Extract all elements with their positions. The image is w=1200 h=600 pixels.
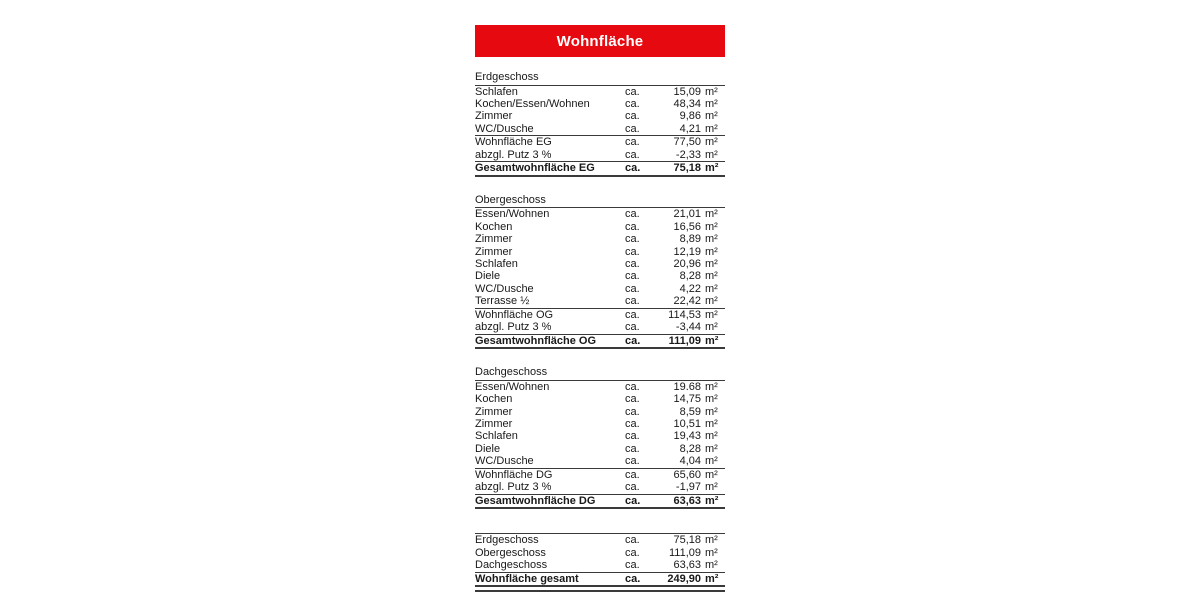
row-value: 19.68 xyxy=(673,380,701,393)
table-row xyxy=(475,547,725,559)
unit-label: m² xyxy=(705,380,718,393)
ca-label: ca. xyxy=(625,233,640,246)
ca-label: ca. xyxy=(625,245,640,258)
row-value: 4,21 xyxy=(679,122,701,135)
unit-label: m² xyxy=(705,208,718,221)
row-value: 8,89 xyxy=(679,233,701,246)
row-value: 4,04 xyxy=(679,455,701,468)
unit-label: m² xyxy=(705,334,719,347)
table-row xyxy=(475,334,725,349)
table-row xyxy=(475,149,725,161)
row-value: 8,59 xyxy=(679,405,701,418)
ca-label: ca. xyxy=(625,122,640,135)
ca-label: ca. xyxy=(625,481,640,494)
row-label: WC/Dusche xyxy=(475,122,534,135)
section-header: Dachgeschoss xyxy=(475,366,725,381)
section-rows xyxy=(475,381,725,510)
row-label: Wohnfläche gesamt xyxy=(475,572,579,585)
unit-label: m² xyxy=(705,405,718,418)
row-label: Zimmer xyxy=(475,233,513,246)
ca-label: ca. xyxy=(625,270,640,283)
table-row xyxy=(475,208,725,220)
unit-label: m² xyxy=(705,308,718,321)
ca-label: ca. xyxy=(625,418,640,431)
unit-label: m² xyxy=(705,97,718,110)
ca-label: ca. xyxy=(625,380,640,393)
row-label: Schlafen xyxy=(475,430,518,443)
unit-label: m² xyxy=(705,162,719,175)
row-value: 14,75 xyxy=(673,393,701,406)
row-value: 63,63 xyxy=(673,559,701,572)
row-value: 21,01 xyxy=(673,208,701,221)
ca-label: ca. xyxy=(625,442,640,455)
table-row xyxy=(475,418,725,430)
section xyxy=(475,194,725,349)
table-row xyxy=(475,481,725,493)
row-label: Erdgeschoss xyxy=(475,534,539,547)
unit-label: m² xyxy=(705,295,718,308)
section xyxy=(475,533,725,587)
ca-label: ca. xyxy=(625,559,640,572)
ca-label: ca. xyxy=(625,85,640,98)
row-label: WC/Dusche xyxy=(475,282,534,295)
unit-label: m² xyxy=(705,122,718,135)
ca-label: ca. xyxy=(625,468,640,481)
row-value: 10,51 xyxy=(673,418,701,431)
row-value: 12,19 xyxy=(673,245,701,258)
table-row xyxy=(475,321,725,333)
unit-label: m² xyxy=(705,220,718,233)
row-label: Wohnfläche OG xyxy=(475,308,554,321)
page-title: Wohnfläche xyxy=(556,32,644,50)
table-row xyxy=(475,270,725,282)
ca-label: ca. xyxy=(625,97,640,110)
table-row xyxy=(475,221,725,233)
ca-label: ca. xyxy=(625,572,641,585)
table-row xyxy=(475,393,725,405)
row-value: 114,53 xyxy=(668,308,701,321)
ca-label: ca. xyxy=(625,393,640,406)
table-row xyxy=(475,534,725,546)
table-row xyxy=(475,233,725,245)
row-label: Wohnfläche EG xyxy=(475,136,552,149)
row-label: Diele xyxy=(475,270,501,283)
ca-label: ca. xyxy=(625,295,640,308)
ca-label: ca. xyxy=(625,405,640,418)
table-row xyxy=(475,258,725,270)
section xyxy=(475,71,725,177)
ca-label: ca. xyxy=(625,257,640,270)
unit-label: m² xyxy=(705,494,719,507)
unit-label: m² xyxy=(705,442,718,455)
row-value: 22,42 xyxy=(673,295,701,308)
ca-label: ca. xyxy=(625,148,640,161)
row-label: Schlafen xyxy=(475,85,518,98)
ca-label: ca. xyxy=(625,430,640,443)
unit-label: m² xyxy=(705,546,718,559)
row-label: Diele xyxy=(475,442,501,455)
table-row xyxy=(475,468,725,481)
table-row xyxy=(475,283,725,295)
row-value: 4,22 xyxy=(679,282,701,295)
unit-label: m² xyxy=(705,393,718,406)
living-area-sheet xyxy=(475,25,725,587)
row-value: 8,28 xyxy=(679,442,701,455)
row-label: Zimmer xyxy=(475,405,513,418)
section-header: Erdgeschoss xyxy=(475,71,725,86)
table-row xyxy=(475,161,725,176)
row-value: -1,97 xyxy=(675,481,701,494)
ca-label: ca. xyxy=(625,162,641,175)
table-row xyxy=(475,246,725,258)
row-value: 249,90 xyxy=(667,572,701,585)
ca-label: ca. xyxy=(625,110,640,123)
row-label: Gesamtwohnfläche OG xyxy=(475,334,597,347)
row-label: WC/Dusche xyxy=(475,455,534,468)
row-value: 75,18 xyxy=(673,162,701,175)
unit-label: m² xyxy=(705,110,718,123)
ca-label: ca. xyxy=(625,334,641,347)
row-label: Kochen/Essen/Wohnen xyxy=(475,97,590,110)
row-label: abzgl. Putz 3 % xyxy=(475,321,552,334)
row-label: Wohnfläche DG xyxy=(475,468,553,481)
unit-label: m² xyxy=(705,282,718,295)
row-label: Kochen xyxy=(475,220,513,233)
row-label: Dachgeschoss xyxy=(475,559,548,572)
ca-label: ca. xyxy=(625,220,640,233)
table-row xyxy=(475,98,725,110)
row-value: 15,09 xyxy=(673,85,701,98)
ca-label: ca. xyxy=(625,534,640,547)
table-row xyxy=(475,430,725,442)
unit-label: m² xyxy=(705,270,718,283)
table-row xyxy=(475,135,725,148)
section-rows xyxy=(475,86,725,177)
row-label: Schlafen xyxy=(475,257,518,270)
unit-label: m² xyxy=(705,321,718,334)
area-table xyxy=(475,71,725,587)
unit-label: m² xyxy=(705,481,718,494)
table-row xyxy=(475,86,725,98)
unit-label: m² xyxy=(705,245,718,258)
row-value: 8,28 xyxy=(679,270,701,283)
table-row xyxy=(475,455,725,467)
ca-label: ca. xyxy=(625,282,640,295)
unit-label: m² xyxy=(705,85,718,98)
row-value: 20,96 xyxy=(673,257,701,270)
table-row xyxy=(475,494,725,509)
table-row xyxy=(475,406,725,418)
row-value: 111,09 xyxy=(668,334,701,347)
row-label: Gesamtwohnfläche DG xyxy=(475,494,596,507)
ca-label: ca. xyxy=(625,455,640,468)
unit-label: m² xyxy=(705,534,718,547)
row-value: 19,43 xyxy=(673,430,701,443)
table-row xyxy=(475,308,725,321)
row-value: 48,34 xyxy=(673,97,701,110)
table-row xyxy=(475,381,725,393)
unit-label: m² xyxy=(705,455,718,468)
row-label: Kochen xyxy=(475,393,513,406)
row-value: 75,18 xyxy=(673,534,701,547)
unit-label: m² xyxy=(705,572,719,585)
ca-label: ca. xyxy=(625,308,640,321)
table-row xyxy=(475,572,725,587)
section-header: Obergeschoss xyxy=(475,194,725,209)
unit-label: m² xyxy=(705,233,718,246)
row-label: Obergeschoss xyxy=(475,546,546,559)
unit-label: m² xyxy=(705,257,718,270)
row-label: Zimmer xyxy=(475,245,513,258)
row-label: Zimmer xyxy=(475,418,513,431)
row-value: -3,44 xyxy=(675,321,701,334)
row-value: -2,33 xyxy=(675,148,701,161)
unit-label: m² xyxy=(705,559,718,572)
unit-label: m² xyxy=(705,148,718,161)
table-row xyxy=(475,123,725,135)
ca-label: ca. xyxy=(625,546,640,559)
ca-label: ca. xyxy=(625,494,641,507)
table-row xyxy=(475,295,725,307)
row-label: Gesamtwohnfläche EG xyxy=(475,162,595,175)
row-label: abzgl. Putz 3 % xyxy=(475,481,552,494)
table-row xyxy=(475,110,725,122)
unit-label: m² xyxy=(705,468,718,481)
row-label: abzgl. Putz 3 % xyxy=(475,148,552,161)
table-row xyxy=(475,559,725,571)
row-value: 16,56 xyxy=(673,220,701,233)
table-row xyxy=(475,443,725,455)
row-value: 111,09 xyxy=(668,546,701,559)
section-rows xyxy=(475,534,725,587)
row-label: Essen/Wohnen xyxy=(475,380,550,393)
ca-label: ca. xyxy=(625,321,640,334)
row-value: 65,60 xyxy=(673,468,701,481)
row-value: 63,63 xyxy=(673,494,701,507)
section-rows xyxy=(475,208,725,349)
section xyxy=(475,366,725,509)
unit-label: m² xyxy=(705,418,718,431)
unit-label: m² xyxy=(705,136,718,149)
unit-label: m² xyxy=(705,430,718,443)
ca-label: ca. xyxy=(625,136,640,149)
ca-label: ca. xyxy=(625,208,640,221)
row-label: Terrasse ½ xyxy=(475,295,530,308)
row-value: 9,86 xyxy=(679,110,701,123)
row-label: Essen/Wohnen xyxy=(475,208,550,221)
row-value: 77,50 xyxy=(673,136,701,149)
row-label: Zimmer xyxy=(475,110,513,123)
title-bar xyxy=(475,25,725,57)
